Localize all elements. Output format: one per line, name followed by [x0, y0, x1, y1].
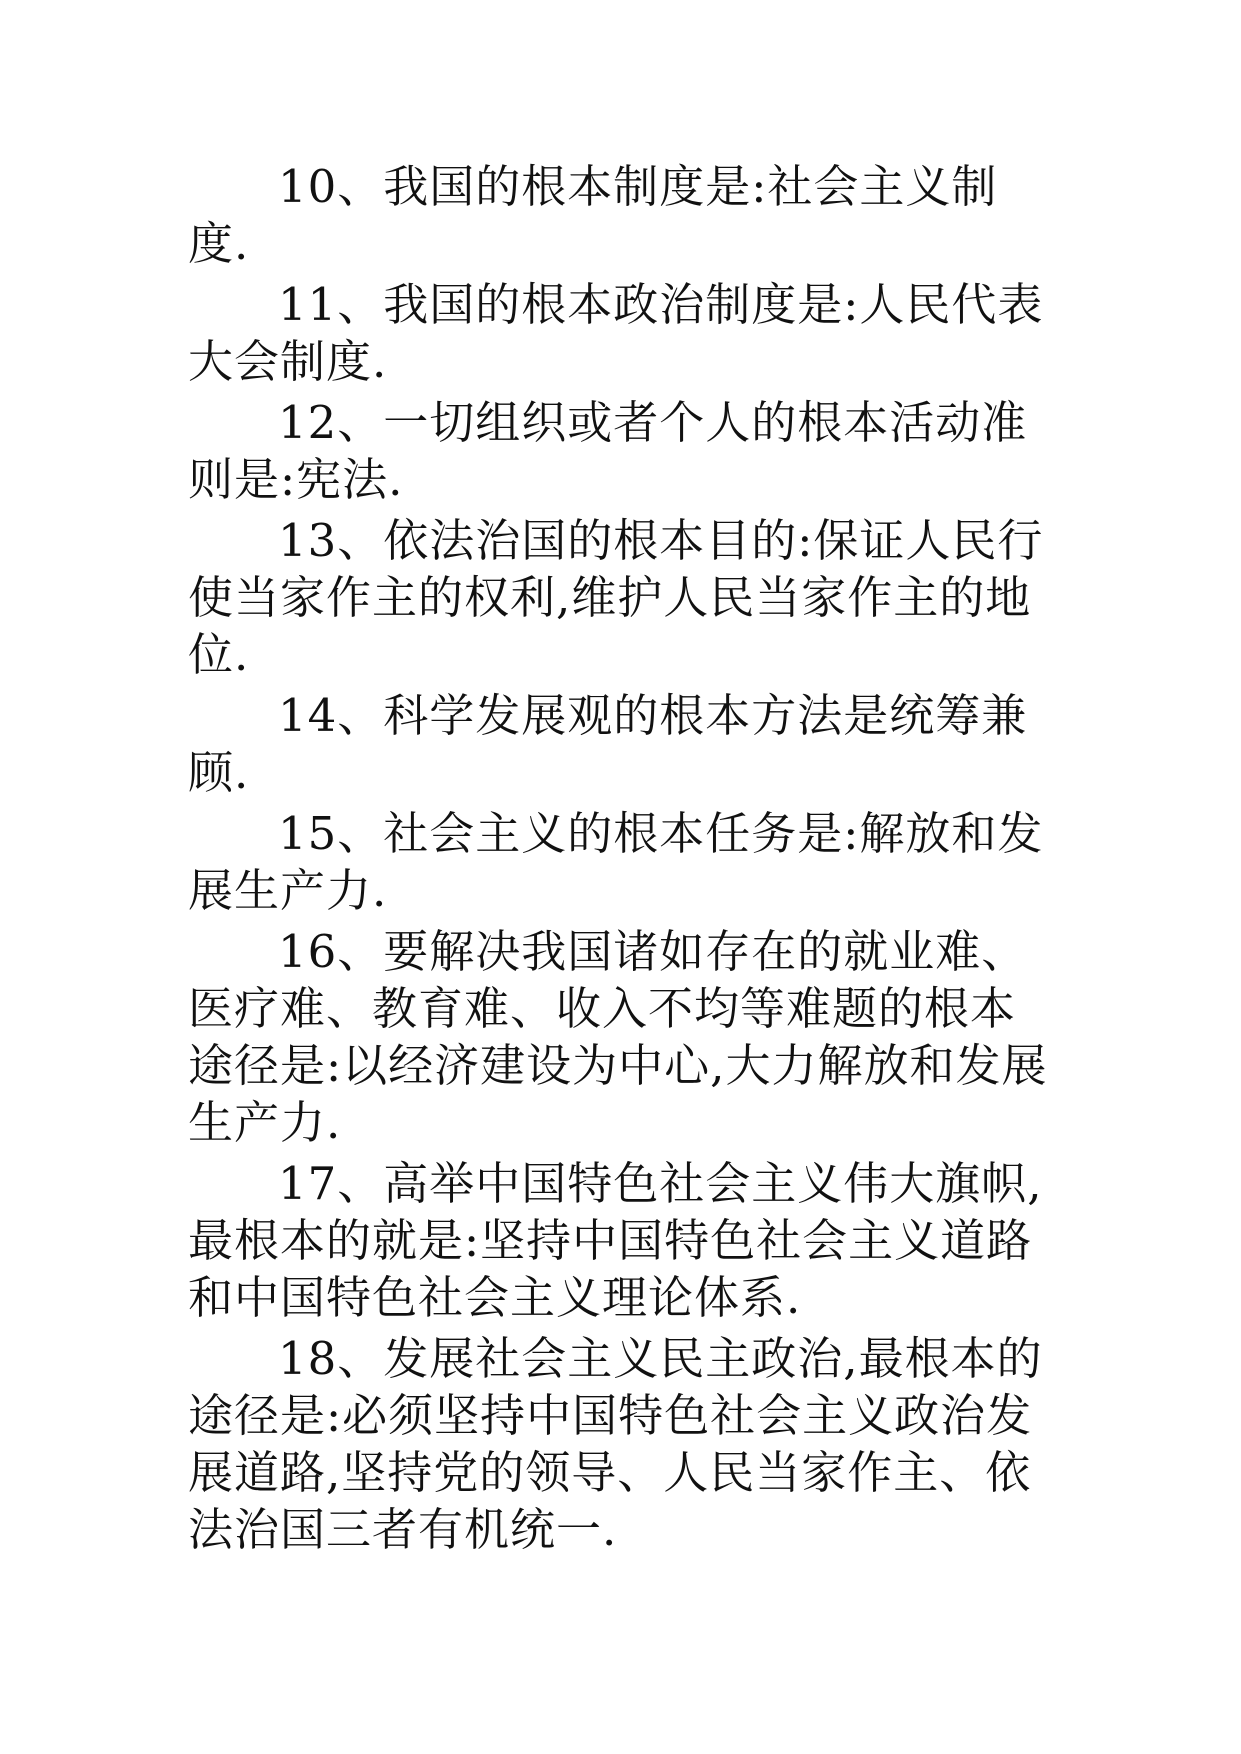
- paragraph-13: 13、依法治国的根本目的:保证人民行使当家作主的权利,维护人民当家作主的地位.: [188, 514, 1044, 681]
- paragraph-18: 18、发展社会主义民主政治,最根本的途径是:必须坚持中国特色社会主义政治发展道路,坚持党的领导、人民当家作主、依法治国三者有机统一.: [188, 1332, 1043, 1556]
- paragraph-14: 14、科学发展观的根本方法是统筹兼顾.: [188, 689, 1028, 799]
- paragraph-16: 16、要解决我国诸如存在的就业难、医疗难、教育难、收入不均等难题的根本途径是:以经济建设为中心,大力解放和发展生产力.: [188, 925, 1048, 1149]
- paragraph-15: 15、社会主义的根本任务是:解放和发展生产力.: [188, 807, 1044, 917]
- document-body: [188, 158, 1058, 1562]
- paragraph-11: 11、我国的根本政治制度是:人民代表大会制度.: [188, 278, 1044, 388]
- paragraph-17: 17、高举中国特色社会主义伟大旗帜,最根本的就是:坚持中国特色社会主义道路和中国特色社会主义理论体系.: [188, 1157, 1043, 1324]
- paragraph-10: 10、我国的根本制度是:社会主义制度.: [188, 160, 998, 270]
- paragraph-12: 12、一切组织或者个人的根本活动准则是:宪法.: [188, 396, 1028, 506]
